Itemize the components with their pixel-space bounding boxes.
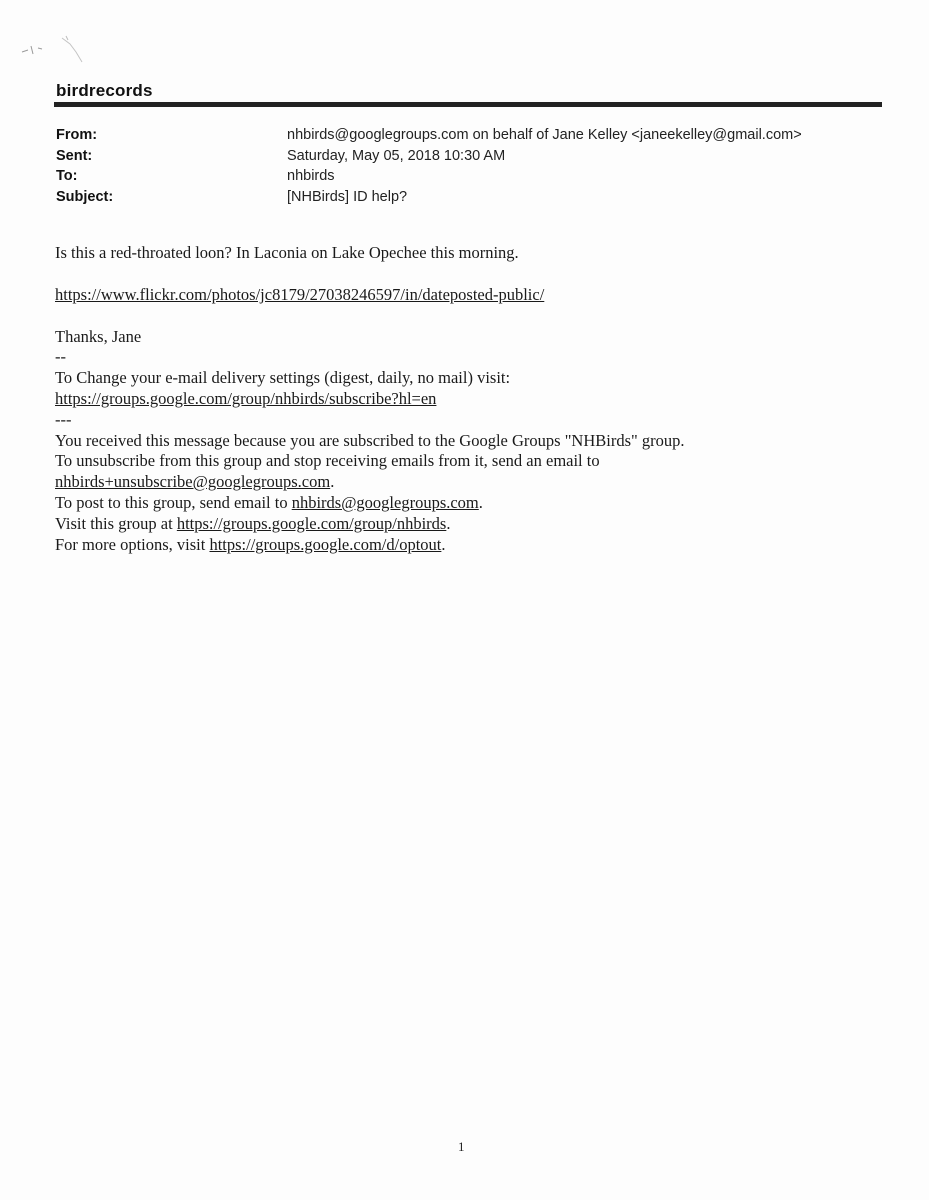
optout-link[interactable]: https://groups.google.com/d/optout [209, 534, 442, 554]
signoff-text: Thanks, Jane [55, 326, 142, 346]
visit-prefix: Visit this group at [55, 513, 177, 533]
unsubscribe-email-link[interactable]: nhbirds+unsubscribe@googlegroups.com [55, 472, 331, 492]
photo-link[interactable]: https://www.flickr.com/photos/jc8179/27038246597/in/dateposted-public/ [55, 284, 545, 304]
to-label: To: [56, 168, 78, 184]
options-prefix: For more options, visit [55, 534, 210, 554]
title-divider [54, 102, 882, 107]
visit-period: . [446, 513, 451, 533]
subject-label: Subject: [56, 188, 114, 205]
footer-separator: --- [55, 409, 72, 429]
mailbox-owner-title: birdrecords [56, 81, 153, 100]
email-header [56, 125, 886, 207]
unsubscribe-notice: To unsubscribe from this group and stop receiving emails from it, send an email to [55, 451, 600, 471]
sent-value: Saturday, May 05, 2018 10:30 AM [287, 147, 506, 164]
email-body [55, 243, 895, 555]
to-row [56, 166, 886, 187]
question-text: Is this a red-throated loon? In Laconia on Lake Opechee this morning. [55, 243, 519, 262]
options-period: . [441, 534, 446, 554]
sent-row [56, 146, 886, 167]
unsubscribe-period: . [330, 472, 335, 492]
subject-row [56, 187, 886, 208]
to-value: nhbirds [287, 168, 335, 184]
from-row [56, 125, 886, 146]
subject-value: [NHBirds] ID help? [287, 188, 408, 205]
group-link[interactable]: https://groups.google.com/group/nhbirds [176, 513, 447, 533]
post-prefix: To post to this group, send email to [55, 492, 292, 512]
page-number: 1 [458, 1139, 465, 1154]
received-notice: You received this message because you are subscribed to the Google Groups "NHBirds" group. [55, 430, 685, 450]
from-label: From: [56, 127, 98, 143]
delivery-settings-text: To Change your e-mail delivery settings (digest, daily, no mail) visit: [55, 368, 511, 388]
from-value: nhbirds@googlegroups.com on behalf of Jane Kelley <janeekelley@gmail.com> [287, 127, 802, 143]
scan-smudge-mark [18, 34, 88, 74]
subscribe-link[interactable]: https://groups.google.com/group/nhbirds/subscribe?hl=en [55, 388, 437, 408]
signature-separator: -- [55, 347, 66, 367]
post-period: . [478, 492, 483, 512]
post-email-link[interactable]: nhbirds@googlegroups.com [291, 492, 479, 512]
sent-label: Sent: [56, 147, 93, 164]
